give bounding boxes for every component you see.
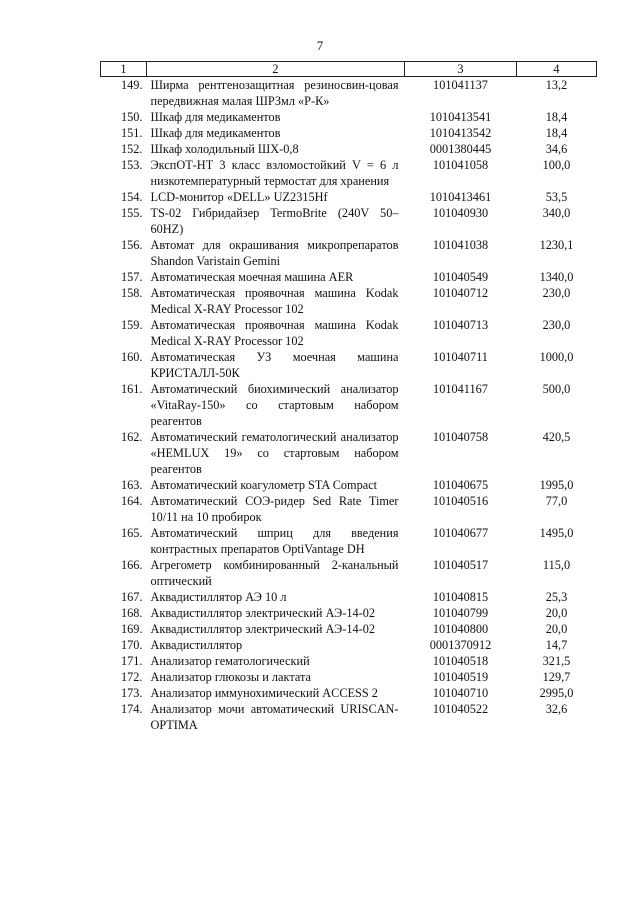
row-number: 167. (120, 590, 143, 604)
table-row (101, 669, 597, 685)
column-header: 2 (147, 62, 405, 77)
item-name: Аквадистиллятор электрический АЭ-14-02 (150, 606, 376, 620)
table-row (101, 653, 597, 669)
item-value: 129,7 (542, 670, 571, 684)
inventory-code: 101040517 (432, 558, 489, 572)
table-row (101, 141, 597, 157)
item-name: Шкаф для медикаментов (150, 110, 281, 124)
table-row (101, 109, 597, 125)
table-row (101, 237, 597, 269)
table-row (101, 205, 597, 237)
table-row (101, 557, 597, 589)
row-number: 170. (120, 638, 143, 652)
item-value: 420,5 (542, 430, 571, 444)
row-number: 149. (120, 78, 143, 92)
row-number: 150. (120, 110, 143, 124)
item-value: 14,7 (545, 638, 568, 652)
row-number: 154. (120, 190, 143, 204)
table-row (101, 493, 597, 525)
item-value: 53,5 (545, 190, 568, 204)
item-value: 1495,0 (539, 526, 574, 540)
item-name: TS-02 Гибридайзер TermoBrite (240V 50–60HZ) (150, 206, 399, 236)
inventory-code: 101040800 (432, 622, 489, 636)
row-number: 161. (120, 382, 143, 396)
item-name: Аквадистиллятор электрический АЭ-14-02 (150, 622, 376, 636)
item-value: 1340,0 (539, 270, 574, 284)
table-row (101, 477, 597, 493)
item-value: 500,0 (542, 382, 571, 396)
item-name: Анализатор иммунохимический ACCESS 2 (150, 686, 378, 700)
inventory-code: 101040519 (432, 670, 489, 684)
item-value: 20,0 (545, 622, 568, 636)
item-value: 321,5 (542, 654, 571, 668)
row-number: 174. (120, 702, 143, 716)
row-number: 159. (120, 318, 143, 332)
table-row (101, 317, 597, 349)
row-number: 157. (120, 270, 143, 284)
item-value: 115,0 (542, 558, 571, 572)
item-value: 1000,0 (539, 350, 574, 364)
item-name: Анализатор гематологический (150, 654, 310, 668)
row-number: 162. (120, 430, 143, 444)
item-value: 1230,1 (539, 238, 574, 252)
item-name: ЭкспОТ-НТ 3 класс взломостойкий V = 6 л низкотемпературный термостат для хранения (150, 158, 399, 188)
inventory-code: 101041038 (432, 238, 489, 252)
inventory-code: 101040713 (432, 318, 489, 332)
row-number: 151. (120, 126, 143, 140)
item-value: 32,6 (545, 702, 568, 716)
inventory-code: 101040518 (432, 654, 489, 668)
column-header: 1 (101, 62, 147, 77)
item-name: Автоматический коагулометр STA Compact (150, 478, 378, 492)
item-name: Аквадистиллятор АЭ 10 л (150, 590, 287, 604)
row-number: 158. (120, 286, 143, 300)
table-row (101, 685, 597, 701)
inventory-code: 101040815 (432, 590, 489, 604)
table-row (101, 605, 597, 621)
row-number: 171. (120, 654, 143, 668)
item-value: 230,0 (542, 286, 571, 300)
inventory-code: 101040711 (433, 350, 488, 364)
item-name: Шкаф для медикаментов (150, 126, 281, 140)
item-name: Агрегометр комбинированный 2-канальный оптический (150, 558, 399, 588)
table-row (101, 381, 597, 429)
item-name: Автоматическая проявочная машина Kodak Medical X-RAY Processor 102 (150, 286, 399, 316)
table-row (101, 157, 597, 189)
inventory-code: 101040675 (432, 478, 489, 492)
row-number: 164. (120, 494, 143, 508)
table-row (101, 349, 597, 381)
inventory-code: 1010413541 (429, 110, 492, 124)
item-value: 25,3 (545, 590, 568, 604)
row-number: 173. (120, 686, 143, 700)
item-name: Автоматический шприц для введения контрастных препаратов OptiVantage DH (150, 526, 399, 556)
equipment-table (100, 61, 597, 733)
item-name: Аквадистиллятор (150, 638, 243, 652)
table-row (101, 621, 597, 637)
table-row (101, 285, 597, 317)
item-value: 2995,0 (539, 686, 574, 700)
item-value: 100,0 (542, 158, 571, 172)
row-number: 160. (120, 350, 143, 364)
item-value: 34,6 (545, 142, 568, 156)
item-name: Ширма рентгенозащитная резиносвин-цовая передвижная малая ШРЗмл «Р-К» (150, 78, 399, 108)
item-name: Анализатор мочи автоматический URISCAN-OPTIMA (150, 702, 399, 732)
inventory-code: 101040549 (432, 270, 489, 284)
table-header-row (101, 62, 597, 77)
item-value: 340,0 (542, 206, 571, 220)
inventory-code: 101040930 (432, 206, 489, 220)
inventory-code: 101040710 (432, 686, 489, 700)
inventory-code: 0001370912 (429, 638, 492, 652)
row-number: 165. (120, 526, 143, 540)
item-value: 230,0 (542, 318, 571, 332)
inventory-code: 101040799 (432, 606, 489, 620)
item-name: LCD-монитор «DELL» UZ2315Hf (150, 190, 328, 204)
inventory-code: 101040522 (432, 702, 489, 716)
item-value: 13,2 (545, 78, 568, 92)
row-number: 156. (120, 238, 143, 252)
row-number: 152. (120, 142, 143, 156)
table-body (101, 77, 597, 734)
row-number: 172. (120, 670, 143, 684)
inventory-code: 101041167 (433, 382, 488, 396)
inventory-code: 1010413542 (429, 126, 492, 140)
inventory-code: 101040677 (432, 526, 489, 540)
row-number: 169. (120, 622, 143, 636)
item-name: Автоматическая УЗ моечная машина КРИСТАЛЛ-50К (150, 350, 399, 380)
table-row (101, 269, 597, 285)
table-row (101, 77, 597, 110)
item-value: 20,0 (545, 606, 568, 620)
table-row (101, 589, 597, 605)
inventory-code: 101040758 (432, 430, 489, 444)
item-name: Шкаф холодильный ШХ-0,8 (150, 142, 299, 156)
item-name: Автоматический гематологический анализатор «HEMLUX 19» со стартовым набором реагентов (150, 430, 399, 476)
item-value: 18,4 (545, 126, 568, 140)
item-name: Анализатор глюкозы и лактата (150, 670, 311, 684)
table-row (101, 189, 597, 205)
inventory-code: 1010413461 (429, 190, 492, 204)
item-name: Автоматический СОЭ-ридер Sed Rate Timer 10/11 на 10 пробирок (150, 494, 399, 524)
item-value: 77,0 (545, 494, 568, 508)
item-value: 1995,0 (539, 478, 574, 492)
item-name: Автоматическая моечная машина AER (150, 270, 354, 284)
row-number: 166. (120, 558, 143, 572)
inventory-code: 0001380445 (429, 142, 492, 156)
item-name: Автоматическая проявочная машина Kodak Medical X-RAY Processor 102 (150, 318, 399, 348)
inventory-code: 101040516 (432, 494, 489, 508)
table-row (101, 429, 597, 477)
column-header: 3 (405, 62, 517, 77)
item-name: Автомат для окрашивания микропрепаратов Shandon Varistain Gemini (150, 238, 399, 268)
row-number: 168. (120, 606, 143, 620)
item-name: Автоматический биохимический анализатор «VitaRay-150» со стартовым набором реагентов (150, 382, 399, 428)
inventory-code: 101041058 (432, 158, 489, 172)
page-number: 7 (316, 38, 324, 53)
inventory-code: 101041137 (433, 78, 488, 92)
column-header: 4 (517, 62, 597, 77)
item-value: 18,4 (545, 110, 568, 124)
inventory-code: 101040712 (432, 286, 489, 300)
table-row (101, 637, 597, 653)
table-row (101, 525, 597, 557)
row-number: 163. (120, 478, 143, 492)
table-row (101, 125, 597, 141)
table-row (101, 701, 597, 733)
row-number: 155. (120, 206, 143, 220)
row-number: 153. (120, 158, 143, 172)
